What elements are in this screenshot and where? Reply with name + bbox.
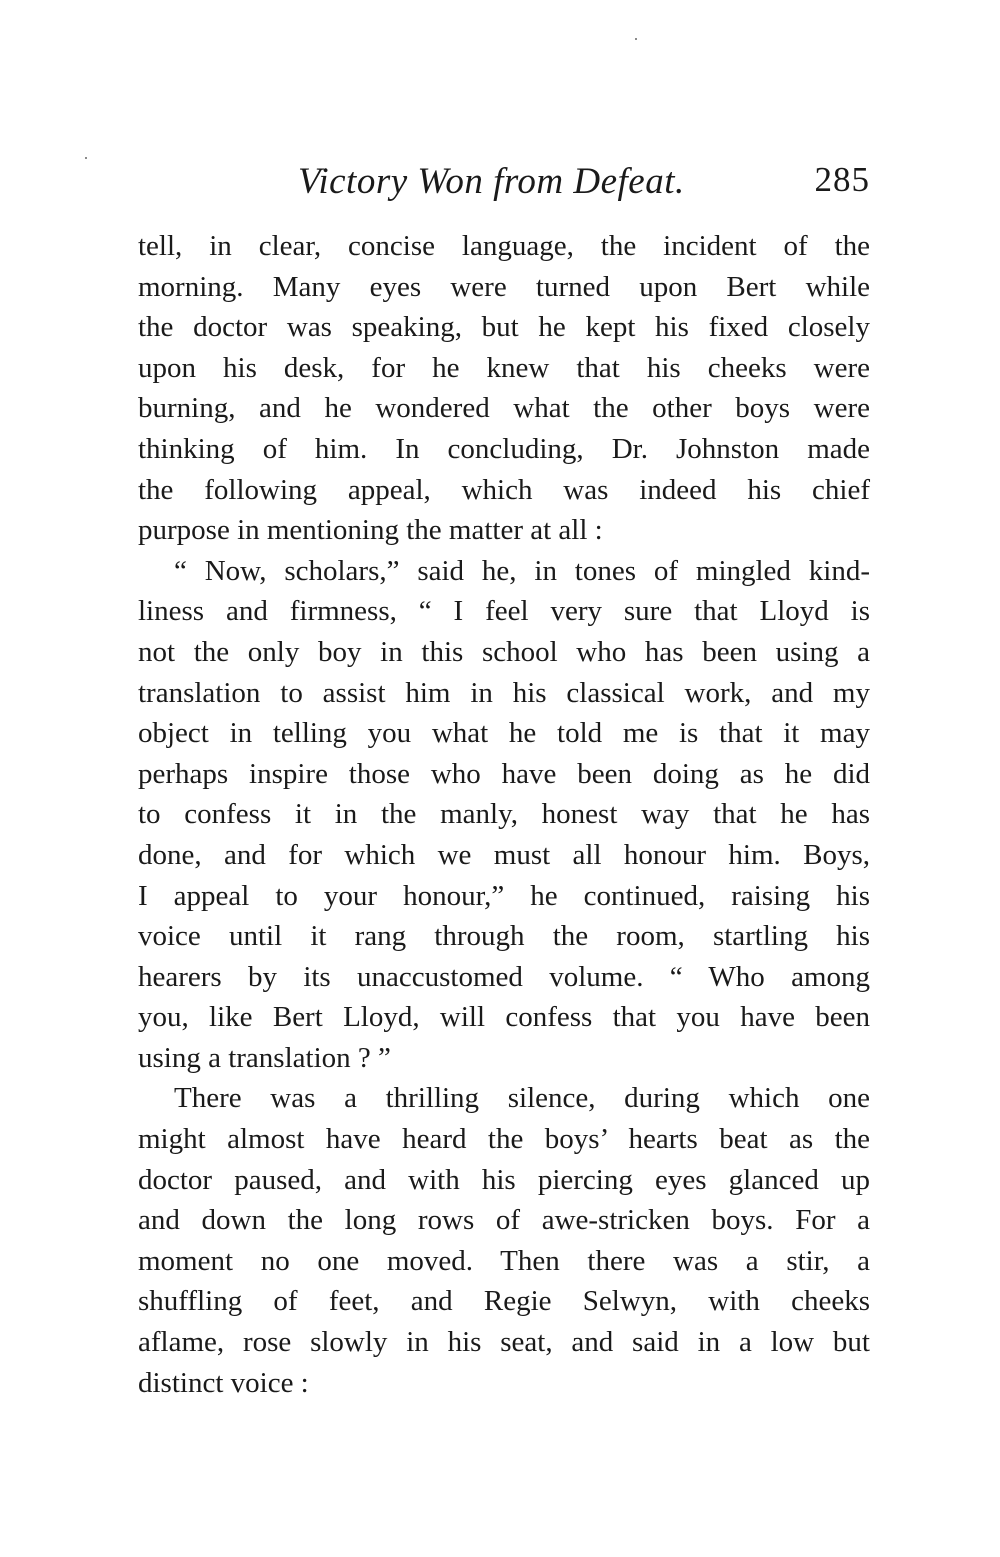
text-line: might almost have heard the boys’ hearts beat as the: [138, 1123, 870, 1156]
text-line: perhaps inspire those who have been doing as he did: [138, 757, 870, 790]
text-line: the following appeal, which was indeed his chief: [138, 473, 870, 506]
text-line: thinking of him. In concluding, Dr. Johnston made: [138, 432, 870, 465]
text-line: doctor paused, and with his piercing eyes glanced up: [138, 1163, 870, 1196]
text-line: tell, in clear, concise language, the incident of the: [138, 230, 870, 262]
text-line: and down the long rows of awe-stricken boys. For a: [138, 1204, 870, 1237]
running-head: [140, 160, 880, 210]
text-line: voice until it rang through the room, startling his: [138, 920, 870, 953]
text-line: hearers by its unaccustomed volume. “ Who among: [138, 960, 870, 993]
text-line: object in telling you what he told me is that it may: [138, 717, 870, 750]
text-line: done, and for which we must all honour him. Boys,: [138, 838, 870, 871]
body-text: [138, 226, 870, 1403]
print-speck: [635, 38, 637, 40]
text-line: liness and firmness, “ I feel very sure that Lloyd is: [138, 595, 870, 628]
text-line: to confess it in the manly, honest way that he has: [138, 798, 870, 831]
text-line: There was a thrilling silence, during which one: [174, 1082, 870, 1115]
text-line: shuffling of feet, and Regie Selwyn, with cheeks: [138, 1285, 870, 1318]
text-line: burning, and he wondered what the other boys were: [138, 392, 870, 425]
text-line: I appeal to your honour,” he continued, raising his: [138, 879, 870, 912]
text-line: not the only boy in this school who has been using a: [138, 635, 870, 668]
text-line: you, like Bert Lloyd, will confess that you have been: [138, 1001, 870, 1034]
text-line: using a translation ? ”: [138, 1041, 391, 1074]
text-line: distinct voice :: [138, 1366, 309, 1399]
text-line: aflame, rose slowly in his seat, and said in a low but: [138, 1326, 870, 1359]
text-line: purpose in mentioning the matter at all :: [138, 514, 603, 547]
text-line: moment no one moved. Then there was a stir, a: [138, 1244, 870, 1277]
text-line: translation to assist him in his classical work, and my: [138, 676, 870, 709]
text-line: “ Now, scholars,” said he, in tones of mingled kind-: [174, 554, 870, 587]
text-line: morning. Many eyes were turned upon Bert while: [138, 270, 870, 303]
page-number: 285: [814, 160, 870, 199]
print-speck: [85, 157, 87, 159]
text-line: the doctor was speaking, but he kept his fixed closely: [138, 311, 870, 344]
running-title: Victory Won from Defeat.: [298, 161, 685, 202]
text-line: upon his desk, for he knew that his cheeks were: [138, 351, 870, 384]
